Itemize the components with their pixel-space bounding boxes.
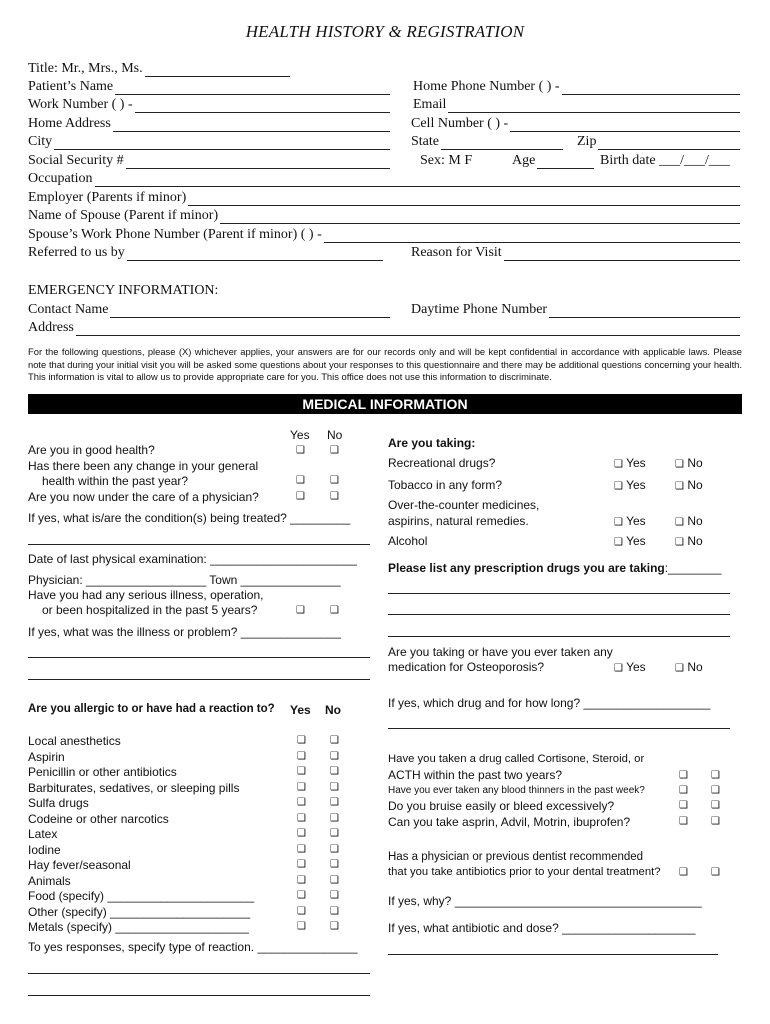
zip-field[interactable] <box>577 133 740 150</box>
prescription-blank: :________ <box>664 561 722 575</box>
taking-heading: Are you taking: <box>388 436 476 450</box>
allergy-label: Barbiturates, sedatives, or sleeping pills <box>28 780 240 795</box>
osteo-yes-label: Yes <box>626 660 646 674</box>
condition-question[interactable]: If yes, what is/are the condition(s) being treated? _________ <box>28 511 351 525</box>
alcohol-yes[interactable] <box>614 534 646 549</box>
allergy-yes-checkbox[interactable]: ❑ <box>297 905 306 917</box>
cortisone-no-checkbox[interactable]: ❑ <box>711 770 720 781</box>
prescription-label: Please list any prescription drugs you are taking <box>388 561 665 575</box>
allergy-label: Aspirin <box>28 749 65 764</box>
title-label: Title: Mr., Mrs., Ms. <box>28 61 143 76</box>
antibiotic-question-line1: Has a physician or previous dentist recommended <box>388 851 644 863</box>
allergy-label: Latex <box>28 827 58 841</box>
cell-number-label: Cell Number ( ) - <box>411 116 509 131</box>
otc-question-line2: aspirins, natural remedies. <box>388 514 529 528</box>
allergy-no-checkbox[interactable]: ❑ <box>330 843 339 855</box>
osteo-no-checkbox[interactable]: ❑ <box>675 663 684 674</box>
allergy-yes-checkbox[interactable]: ❑ <box>297 828 306 839</box>
allergy-yes-checkbox[interactable]: ❑ <box>297 766 306 777</box>
otc-yes[interactable] <box>614 514 646 529</box>
allergy-yes-checkbox[interactable]: ❑ <box>297 843 306 855</box>
tobacco-yes-label: Yes <box>626 478 646 492</box>
no-header: No <box>327 428 343 442</box>
allergy-yes-checkbox[interactable]: ❑ <box>297 797 306 808</box>
allergy-no-checkbox[interactable]: ❑ <box>330 921 339 932</box>
emergency-address-label: Address <box>28 320 74 335</box>
allergy-label[interactable]: Metals (specify) ____________________ <box>28 920 249 934</box>
recreational-no-label: No <box>687 456 703 470</box>
email-field[interactable] <box>413 96 740 113</box>
recreational-question: Recreational drugs? <box>388 456 496 470</box>
employer-field[interactable] <box>28 189 740 206</box>
illness-no-checkbox[interactable]: ❑ <box>330 605 339 616</box>
allergy-yes-checkbox[interactable]: ❑ <box>297 735 306 746</box>
reason-field[interactable] <box>411 244 740 261</box>
dose-line[interactable] <box>388 954 718 955</box>
home-phone-label: Home Phone Number ( ) - <box>413 79 560 94</box>
allergy-no-checkbox[interactable]: ❑ <box>330 905 339 917</box>
emergency-heading: EMERGENCY INFORMATION: <box>28 283 219 298</box>
alcohol-yes-label: Yes <box>626 534 646 548</box>
condition-answer-line[interactable] <box>28 544 370 545</box>
home-address-field[interactable] <box>28 115 390 132</box>
allergic-no-header: No <box>325 703 341 717</box>
osteo-yes[interactable] <box>614 660 646 675</box>
allergic-yes-header: Yes <box>290 703 311 717</box>
contact-name-field[interactable] <box>28 301 390 318</box>
spouse-name-field[interactable] <box>28 207 740 224</box>
age-label: Age <box>512 153 536 168</box>
tobacco-no-label: No <box>687 478 703 492</box>
physician-town-field[interactable]: Physician: __________________ Town _______________ <box>28 573 341 587</box>
prescription-line2[interactable] <box>388 614 730 615</box>
physician-care-yes-checkbox[interactable]: ❑ <box>296 491 305 502</box>
illness-answer-line2[interactable] <box>28 679 370 680</box>
disclaimer-text: For the following questions, please (X) whichever applies, your answers are for our records only and will be kept confidential in accordance with applicable laws. Please note that during your initial visit you will be asked some questions about your responses to this questionnaire and there may be additional questions concerning your health. This information is vital to allow us to provide appropriate care for you. This office does not use this information to discriminate. <box>28 346 742 382</box>
otc-yes-checkbox[interactable]: ❑ <box>614 517 623 528</box>
allergy-label: Penicillin or other antibiotics <box>28 765 177 779</box>
which-drug-field[interactable]: If yes, which drug and for how long? ___________________ <box>388 696 711 710</box>
recreational-yes[interactable] <box>614 456 646 471</box>
allergy-no-checkbox[interactable]: ❑ <box>330 812 339 824</box>
prescription-line3[interactable] <box>388 636 730 637</box>
aspirin-yes-checkbox[interactable]: ❑ <box>679 816 688 827</box>
otc-no[interactable] <box>675 514 703 529</box>
tobacco-question: Tobacco in any form? <box>388 478 503 492</box>
work-number-field[interactable] <box>28 96 390 113</box>
osteo-yes-checkbox[interactable]: ❑ <box>614 663 623 674</box>
employer-label: Employer (Parents if minor) <box>28 190 187 205</box>
patient-name-label: Patient’s Name <box>28 79 114 94</box>
medical-information-banner: MEDICAL INFORMATION <box>28 394 742 414</box>
cell-number-field[interactable] <box>411 115 740 132</box>
allergy-no-checkbox[interactable]: ❑ <box>330 735 339 746</box>
change-question-line1: Has there been any change in your general <box>28 459 259 473</box>
tobacco-no[interactable] <box>675 478 703 493</box>
birth-date-field[interactable] <box>600 152 730 169</box>
tobacco-yes[interactable] <box>614 478 646 493</box>
ssn-field[interactable] <box>28 152 390 169</box>
osteo-question-line2: medication for Osteoporosis? <box>388 660 545 674</box>
ssn-label: Social Security # <box>28 153 124 168</box>
aspirin-no-checkbox[interactable]: ❑ <box>711 816 720 827</box>
allergy-label: Codeine or other narcotics <box>28 811 169 826</box>
allergy-yes-checkbox[interactable]: ❑ <box>297 781 306 793</box>
dose-field[interactable]: If yes, what antibiotic and dose? ____________________ <box>388 921 696 935</box>
recreational-no-checkbox[interactable]: ❑ <box>675 459 684 470</box>
allergy-yes-checkbox[interactable]: ❑ <box>297 921 306 932</box>
allergy-no-checkbox[interactable]: ❑ <box>330 750 339 762</box>
bruise-question: Do you bruise easily or bleed excessively? <box>388 799 615 813</box>
alcohol-question: Alcohol <box>388 534 428 548</box>
antibiotic-question-line2: that you take antibiotics prior to your dental treatment? <box>388 866 661 878</box>
cortisone-yes-checkbox[interactable]: ❑ <box>679 770 688 781</box>
last-exam-field[interactable]: Date of last physical examination: ______________________ <box>28 552 357 566</box>
change-yes-checkbox[interactable]: ❑ <box>296 475 305 486</box>
emergency-address-field[interactable] <box>28 319 740 336</box>
sex-label: Sex: M F <box>420 153 473 168</box>
allergy-label[interactable]: Other (specify) _____________________ <box>28 904 251 919</box>
allergy-no-checkbox[interactable]: ❑ <box>330 781 339 793</box>
tobacco-yes-checkbox[interactable]: ❑ <box>614 481 623 492</box>
allergy-label: Iodine <box>28 842 61 857</box>
cortisone-question-line2: ACTH within the past two years? <box>388 768 563 782</box>
patient-name-field[interactable] <box>28 78 390 95</box>
otc-yes-label: Yes <box>626 514 646 528</box>
spouse-phone-label: Spouse’s Work Phone Number (Parent if minor) ( ) - <box>28 227 322 242</box>
antibiotic-no-checkbox[interactable]: ❑ <box>711 867 720 878</box>
age-field[interactable] <box>512 152 594 169</box>
illness-question-line1: Have you had any serious illness, operation, <box>28 588 264 602</box>
alcohol-no-checkbox[interactable]: ❑ <box>675 537 684 548</box>
contact-name-label: Contact Name <box>28 302 109 317</box>
occupation-field[interactable] <box>28 170 740 187</box>
otc-no-checkbox[interactable]: ❑ <box>675 517 684 528</box>
home-address-label: Home Address <box>28 116 111 131</box>
allergy-no-checkbox[interactable]: ❑ <box>330 859 339 870</box>
illness-question-line2: or been hospitalized in the past 5 years? <box>42 603 258 617</box>
allergy-no-checkbox[interactable]: ❑ <box>330 766 339 777</box>
physician-care-question: Are you now under the care of a physician? <box>28 490 259 504</box>
thinners-yes-checkbox[interactable]: ❑ <box>679 785 688 796</box>
allergy-label: Local anesthetics <box>28 734 121 748</box>
reason-label: Reason for Visit <box>411 245 502 260</box>
recreational-yes-label: Yes <box>626 456 646 470</box>
bruise-no-checkbox[interactable]: ❑ <box>711 800 720 811</box>
alcohol-no[interactable] <box>675 534 703 549</box>
daytime-phone-label: Daytime Phone Number <box>411 302 548 317</box>
cortisone-question-line1: Have you taken a drug called Cortisone, Steroid, or <box>388 753 645 765</box>
allergy-label: Sulfa drugs <box>28 796 89 810</box>
illness-what-field[interactable]: If yes, what was the illness or problem? _______________ <box>28 625 341 639</box>
illness-yes-checkbox[interactable]: ❑ <box>296 605 305 616</box>
yes-header: Yes <box>290 428 310 442</box>
state-field[interactable] <box>411 133 563 150</box>
allergy-no-checkbox[interactable]: ❑ <box>330 797 339 808</box>
change-no-checkbox[interactable]: ❑ <box>330 475 339 486</box>
allergy-yes-checkbox[interactable]: ❑ <box>297 874 306 886</box>
recreational-no[interactable] <box>675 456 703 471</box>
allergy-label: Animals <box>28 873 71 888</box>
reaction-answer-line1[interactable] <box>28 973 370 974</box>
aspirin-question: Can you take asprin, Advil, Motrin, ibuprofen? <box>388 815 631 829</box>
tobacco-no-checkbox[interactable]: ❑ <box>675 481 684 492</box>
referred-by-label: Referred to us by <box>28 245 125 260</box>
prescription-field[interactable] <box>388 561 722 575</box>
allergy-label[interactable]: Food (specify) ______________________ <box>28 889 255 903</box>
good-health-question: Are you in good health? <box>28 443 155 457</box>
city-field[interactable] <box>28 133 390 150</box>
osteo-no-label: No <box>687 660 703 674</box>
allergy-no-checkbox[interactable]: ❑ <box>330 890 339 901</box>
allergic-heading: Are you allergic to or have had a reaction to? <box>28 703 275 715</box>
spouse-phone-field[interactable] <box>28 226 740 243</box>
thinners-no-checkbox[interactable]: ❑ <box>711 785 720 796</box>
reaction-answer-line2[interactable] <box>28 995 370 996</box>
allergy-yes-checkbox[interactable]: ❑ <box>297 750 306 762</box>
allergy-yes-checkbox[interactable]: ❑ <box>297 812 306 824</box>
birth-date-label: Birth date ___/___/___ <box>600 153 730 168</box>
reaction-field[interactable]: To yes responses, specify type of reaction. _______________ <box>28 940 358 954</box>
otc-no-label: No <box>687 514 703 528</box>
illness-answer-line1[interactable] <box>28 657 370 658</box>
osteo-question-line1: Are you taking or have you ever taken any <box>388 645 613 659</box>
good-health-yes-checkbox[interactable]: ❑ <box>296 445 305 456</box>
good-health-no-checkbox[interactable]: ❑ <box>330 445 339 456</box>
allergy-no-checkbox[interactable]: ❑ <box>330 874 339 886</box>
email-label: Email <box>413 97 447 112</box>
form-title: HEALTH HISTORY & REGISTRATION <box>245 22 525 41</box>
change-question-line2: health within the past year? <box>42 474 189 488</box>
occupation-label: Occupation <box>28 171 93 186</box>
prescription-line1[interactable] <box>388 593 730 594</box>
city-label: City <box>28 134 53 149</box>
alcohol-no-label: No <box>687 534 703 548</box>
thinners-question: Have you ever taken any blood thinners in the past week? <box>388 785 645 796</box>
otc-question-line1: Over-the-counter medicines, <box>388 498 540 512</box>
bruise-yes-checkbox[interactable]: ❑ <box>679 800 688 811</box>
state-label: State <box>411 134 439 149</box>
allergy-yes-checkbox[interactable]: ❑ <box>297 859 306 870</box>
antibiotic-yes-checkbox[interactable]: ❑ <box>679 867 688 878</box>
zip-label: Zip <box>577 134 597 149</box>
home-phone-field[interactable] <box>413 78 740 95</box>
physician-care-no-checkbox[interactable]: ❑ <box>330 491 339 502</box>
daytime-phone-field[interactable] <box>411 301 740 318</box>
sex-field[interactable] <box>420 152 472 169</box>
which-drug-line[interactable] <box>388 728 730 729</box>
referred-by-field[interactable] <box>28 244 383 261</box>
title-field[interactable] <box>28 60 290 77</box>
osteo-no[interactable] <box>675 660 703 675</box>
work-number-label: Work Number ( ) - <box>28 97 133 112</box>
allergy-yes-checkbox[interactable]: ❑ <box>297 890 306 901</box>
why-field[interactable]: If yes, why? _____________________________________ <box>388 894 702 908</box>
allergy-label: Hay fever/seasonal <box>28 858 131 872</box>
allergy-no-checkbox[interactable]: ❑ <box>330 828 339 839</box>
alcohol-yes-checkbox[interactable]: ❑ <box>614 537 623 548</box>
spouse-name-label: Name of Spouse (Parent if minor) <box>28 208 219 223</box>
recreational-yes-checkbox[interactable]: ❑ <box>614 459 623 470</box>
